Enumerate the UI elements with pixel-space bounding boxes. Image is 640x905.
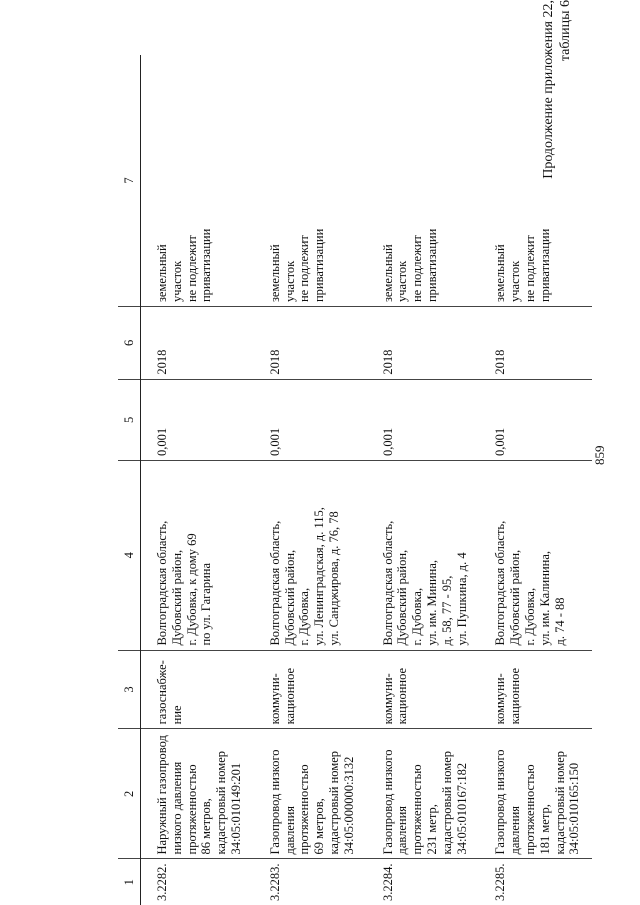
header-col-3: 3: [118, 650, 141, 729]
object-address: Волгоградская область, Дубовский район, г. Дубовка, ул. им. Минина, д. 58, 77 - 95, ул. Пушкина, д. 4: [367, 461, 480, 651]
row-number: 3.2285.: [493, 863, 508, 901]
caption-line-2: таблицы 6: [558, 0, 573, 62]
object-address: Волгоградская область, Дубовский район, г. Дубовка, ул. Ленинградская, д. 115, ул. Санджирова, д. 76, 78: [254, 461, 367, 651]
object-year: 2018: [479, 307, 592, 380]
table-row: [141, 55, 254, 905]
object-purpose: газоснабже- ние: [141, 650, 254, 729]
object-note: земельный участок не подлежит приватизации: [254, 55, 367, 307]
header-row: [118, 55, 141, 905]
header-col-6: 6: [118, 307, 141, 380]
header-col-4: 4: [118, 461, 141, 651]
table-row: [254, 55, 367, 905]
caption-line-1: Продолжение приложения 22,: [541, 0, 556, 179]
object-purpose: коммуни- кационное: [254, 650, 367, 729]
object-name: Газопровод низкого давления протяженностью 69 метров, кадастровый номер 34:05:000000:3132: [254, 729, 367, 859]
object-name: Наружный газопровод низкого давления протяженностью 86 метров, кадастровый номер 34:05:010149:201: [141, 729, 254, 859]
object-year: 2018: [367, 307, 480, 380]
object-area: 0,001: [479, 379, 592, 460]
header-col-2: 2: [118, 729, 141, 859]
header-col-5: 5: [118, 379, 141, 460]
row-number: 3.2282.: [155, 863, 169, 901]
page-number: 859: [592, 445, 607, 465]
table-row: [479, 55, 592, 905]
object-area: 0,001: [254, 379, 367, 460]
object-name: Газопровод низкого давления протяженностью 181 метр, кадастровый номер 34:05:010165:150: [479, 729, 592, 859]
object-name: Газопровод низкого давления протяженностью 231 метр, кадастровый номер 34:05:010167:182: [367, 729, 480, 859]
row-number: 3.2284.: [380, 863, 395, 901]
object-area: 0,001: [367, 379, 480, 460]
row-number: 3.2283.: [267, 863, 282, 901]
header-col-1: 1: [118, 859, 141, 905]
object-year: 2018: [141, 307, 254, 380]
object-purpose: коммуни- кационное: [367, 650, 480, 729]
object-purpose: коммуни- кационное: [479, 650, 592, 729]
object-note: земельный участок не подлежит приватизации: [367, 55, 480, 307]
header-col-7: 7: [118, 55, 141, 307]
object-area: 0,001: [141, 379, 254, 460]
object-year: 2018: [254, 307, 367, 380]
table-row: [367, 55, 480, 905]
object-note: земельный участок не подлежит приватизации: [479, 55, 592, 307]
object-address: Волгоградская область, Дубовский район, г. Дубовка, ул. им. Калинина, д. 74 - 88: [479, 461, 592, 651]
object-note: земельный участок не подлежит приватизации: [141, 55, 254, 307]
object-address: Волгоградская область, Дубовский район, г. Дубовка, к дому 69 по ул. Гагарина: [141, 461, 254, 651]
property-table: [118, 55, 592, 905]
